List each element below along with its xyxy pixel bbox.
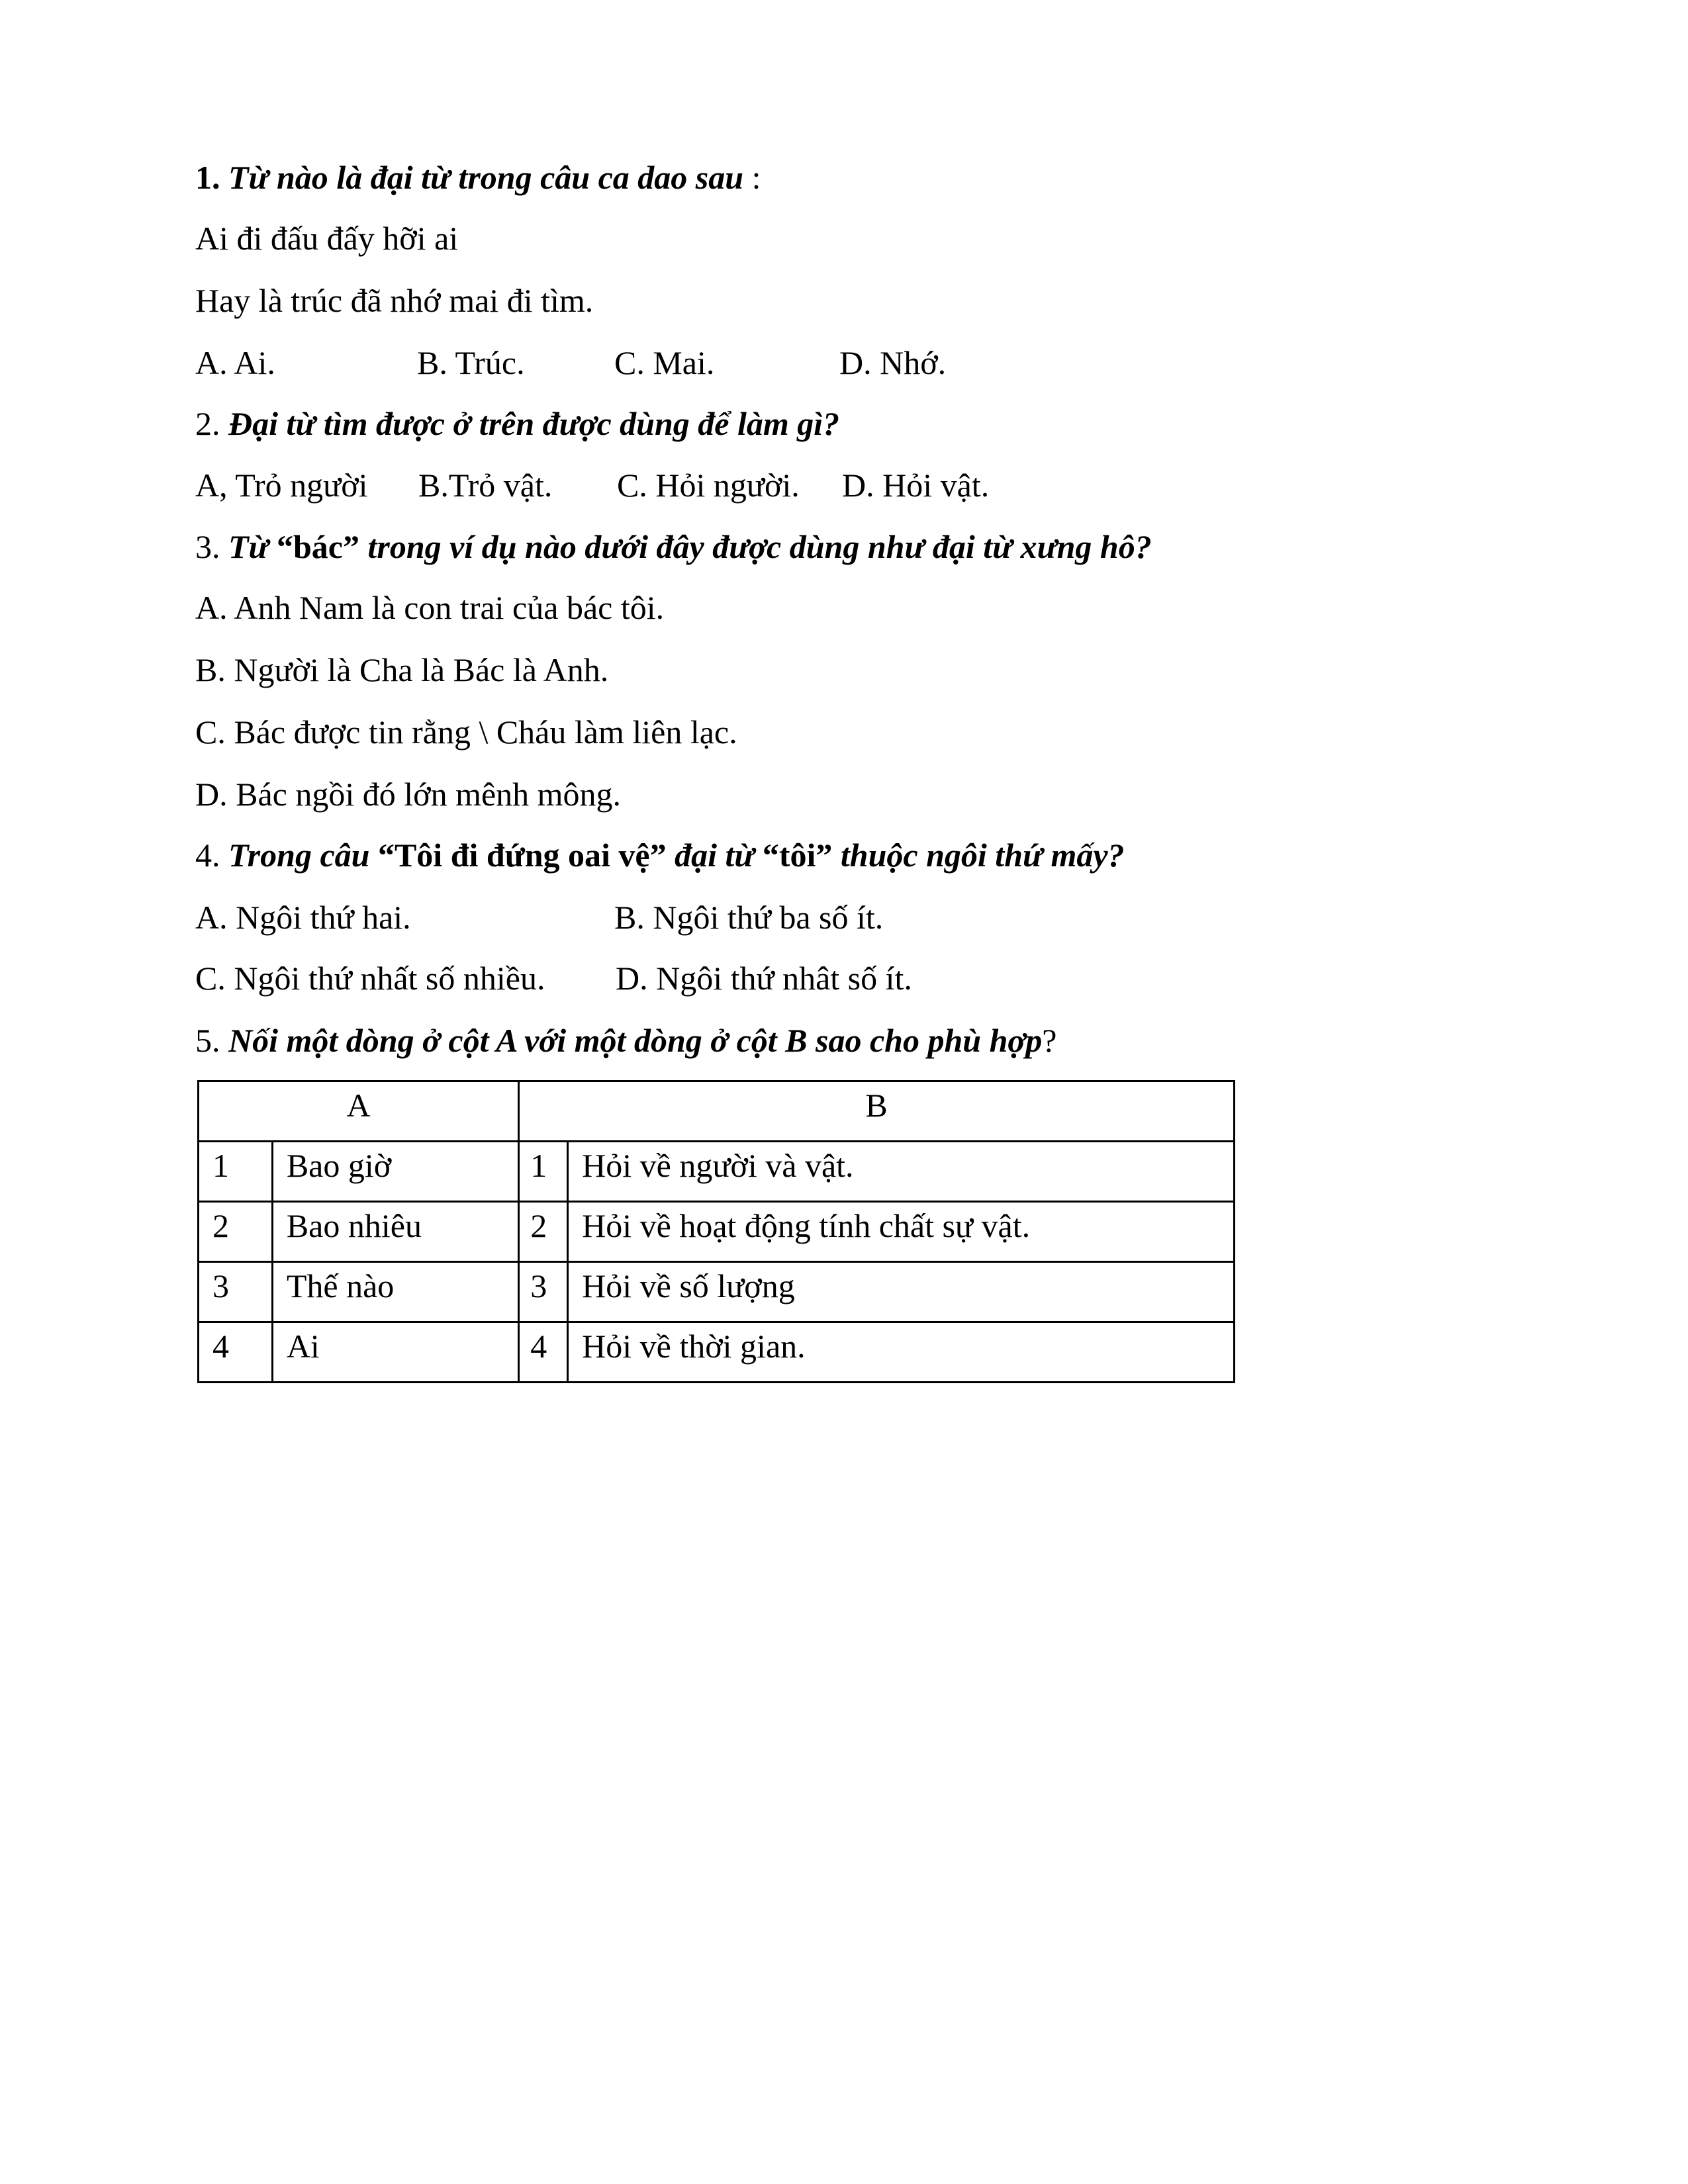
quoted-word: “tôi”	[762, 837, 833, 874]
question-number: 2.	[195, 405, 220, 442]
a-text: Thế nào	[272, 1262, 518, 1322]
b-number: 3	[519, 1262, 568, 1322]
a-number: 3	[199, 1262, 273, 1322]
matching-table	[197, 1080, 1235, 1383]
b-number: 1	[519, 1142, 568, 1202]
question-text: Nối một dòng ở cột A với một dòng ở cột B sao cho phù hợp	[228, 1022, 1043, 1059]
a-text: Bao nhiêu	[272, 1202, 518, 1262]
question-text-part-2: trong ví dụ nào dưới đây được dùng như đại từ xưng hô?	[367, 528, 1152, 565]
b-text: Hỏi về số lượng	[568, 1262, 1235, 1322]
option-b: B. Ngôi thứ ba số ít.	[614, 899, 884, 936]
option-c: C. Bác được tin rằng \ Cháu làm liên lạc.	[195, 713, 737, 751]
b-number: 4	[519, 1322, 568, 1383]
question-colon: :	[751, 159, 761, 196]
question-text-part-1: Từ	[228, 528, 269, 565]
option-d: D. Bác ngồi đó lớn mênh mông.	[195, 776, 622, 813]
question-text: Từ nào là đại từ trong câu ca dao sau	[228, 159, 744, 196]
question-text-part-3: thuộc ngôi thứ mấy?	[840, 837, 1125, 874]
table-row	[199, 1262, 1235, 1322]
b-text: Hỏi về hoạt động tính chất sự vật.	[568, 1202, 1235, 1262]
question-3	[195, 527, 1152, 567]
option-c: C. Mai.	[614, 344, 715, 381]
option-a: A. Ngôi thứ hai.	[195, 899, 411, 936]
question-5	[195, 1021, 1056, 1060]
option-b: B. Người là Cha là Bác là Anh.	[195, 651, 609, 688]
a-number: 1	[199, 1142, 273, 1202]
b-text: Hỏi về người và vật.	[568, 1142, 1235, 1202]
question-number: 1.	[195, 159, 220, 196]
a-number: 2	[199, 1202, 273, 1262]
table-row	[199, 1322, 1235, 1383]
question-4	[195, 835, 1125, 875]
table-row	[199, 1142, 1235, 1202]
a-text: Ai	[272, 1322, 518, 1383]
option-d: D. Nhớ.	[839, 344, 947, 381]
option-c: C. Hỏi người.	[617, 467, 800, 504]
a-text: Bao giờ	[272, 1142, 518, 1202]
question-1	[195, 158, 761, 197]
question-number: 5.	[195, 1022, 220, 1059]
option-a: A. Ai.	[195, 344, 275, 381]
option-c: C. Ngôi thứ nhất số nhiều.	[195, 960, 545, 997]
question-number: 3.	[195, 528, 220, 565]
quoted-sentence: “Tôi đi đứng oai vệ”	[377, 837, 667, 874]
option-b: B. Trúc.	[417, 344, 525, 381]
quoted-word: “bác”	[277, 528, 359, 565]
verse-line-1: Ai đi đấu đấy hỡi ai	[195, 220, 459, 257]
verse-line-2: Hay là trúc đã nhớ mai đi tìm.	[195, 282, 594, 319]
question-number: 4.	[195, 837, 220, 874]
option-d: D. Hỏi vật.	[842, 467, 990, 504]
option-a: A, Trỏ người	[195, 467, 368, 504]
option-b: B.Trỏ vật.	[418, 467, 553, 504]
question-text-part-1: Trong câu	[228, 837, 370, 874]
question-mark: ?	[1042, 1022, 1057, 1059]
question-2	[195, 404, 839, 443]
column-b-header: B	[519, 1081, 1235, 1142]
table-row	[199, 1202, 1235, 1262]
option-d: D. Ngôi thứ nhât số ít.	[616, 960, 912, 997]
column-a-header: A	[199, 1081, 519, 1142]
option-a: A. Anh Nam là con trai của bác tôi.	[195, 589, 665, 626]
a-number: 4	[199, 1322, 273, 1383]
b-text: Hỏi về thời gian.	[568, 1322, 1235, 1383]
b-number: 2	[519, 1202, 568, 1262]
question-text: Đại từ tìm được ở trên được dùng để làm gì?	[228, 405, 840, 442]
table-header-row	[199, 1081, 1235, 1142]
question-text-part-2: đại từ	[675, 837, 755, 874]
